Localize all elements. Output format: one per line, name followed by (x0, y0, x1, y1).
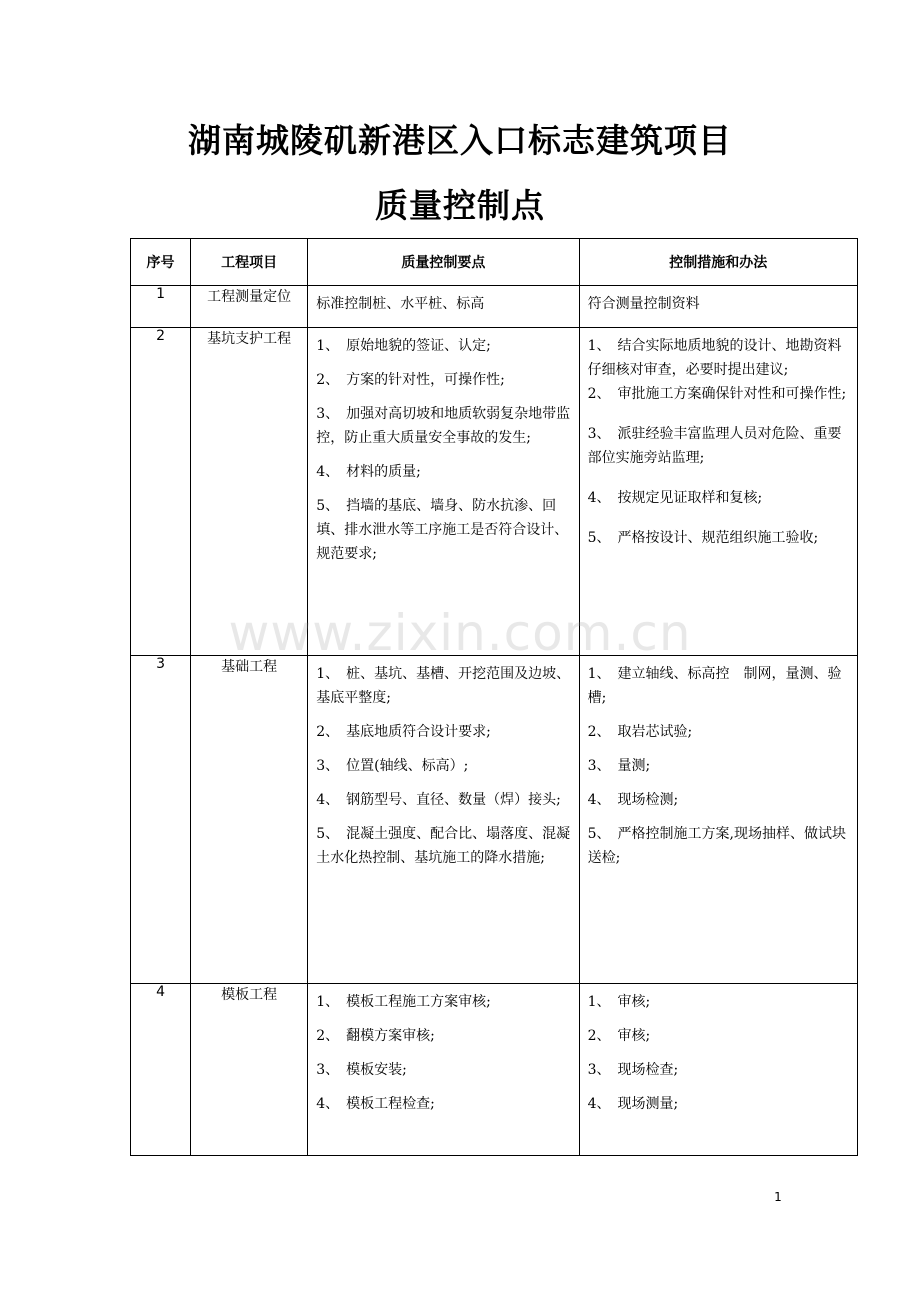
table-row (131, 328, 858, 656)
measure-item: 5、 严格控制施工方案,现场抽样、做试块送检; (587, 826, 846, 866)
measure-item: 符合测量控制资料 (587, 296, 700, 312)
row-measures (579, 984, 857, 1156)
row-project: 工程测量定位 (191, 286, 308, 328)
point-item: 2、 翻模方案审核; (316, 1028, 435, 1044)
quality-control-table (130, 238, 858, 1156)
measure-item: 1、 建立轴线、标高控 制网，量测、验槽; (587, 666, 842, 706)
table-header-row (131, 239, 858, 286)
row-no: 3 (131, 656, 191, 984)
row-points (308, 984, 579, 1156)
measure-item: 4、 现场检测; (587, 792, 679, 808)
document-title: 湖南城陵矶新港区入口标志建筑项目 (188, 121, 732, 160)
document-subtitle: 质量控制点 (375, 186, 545, 225)
row-measures (579, 328, 857, 656)
header-no: 序号 (131, 239, 191, 286)
point-item: 3、 模板安装; (316, 1062, 407, 1078)
row-no: 4 (131, 984, 191, 1156)
measure-item: 2、 审核; (587, 1028, 651, 1044)
row-project: 基坑支护工程 (191, 328, 308, 656)
point-item: 1、 原始地貌的签证、认定; (316, 338, 491, 354)
table-row (131, 984, 858, 1156)
row-project: 模板工程 (191, 984, 308, 1156)
point-item: 3、 位置(轴线、标高）; (316, 758, 469, 774)
header-project: 工程项目 (191, 239, 308, 286)
point-item: 2、 基底地质符合设计要求; (316, 724, 491, 740)
measure-item: 1、 审核; (587, 994, 651, 1010)
row-points (308, 328, 579, 656)
point-item: 5、 挡墙的基底、墙身、防水抗渗、回填、排水泄水等工序施工是否符合设计、规范要求; (316, 498, 569, 562)
measure-item: 4、 现场测量; (587, 1096, 679, 1112)
measure-item: 1、 结合实际地质地貌的设计、地勘资料仔细核对审查，必要时提出建议; (587, 338, 842, 378)
row-measures (579, 656, 857, 984)
table-row (131, 286, 858, 328)
page-number: 1 (774, 1190, 782, 1204)
measure-item: 4、 按规定见证取样和复核; (587, 490, 763, 506)
point-item: 5、 混凝土强度、配合比、塌落度、混凝 土水化热控制、基坑施工的降水措施; (316, 826, 585, 866)
point-item: 4、 材料的质量; (316, 464, 421, 480)
header-points: 质量控制要点 (308, 239, 579, 286)
measure-item: 3、 派驻经验丰富监理人员对危险、重要部位实施旁站监理; (587, 426, 842, 466)
measure-item: 5、 严格按设计、规范组织施工验收; (587, 530, 819, 546)
measure-item: 2、 审批施工方案确保针对性和可操作性; (587, 386, 847, 402)
point-item: 1、 桩、基坑、基槽、开挖范围及边坡、 基底平整度; (316, 666, 578, 706)
header-measures: 控制措施和办法 (579, 239, 857, 286)
point-item: 2、 方案的针对性，可操作性; (316, 372, 505, 388)
point-item: 1、 模板工程施工方案审核; (316, 994, 491, 1010)
watermark: www.zixin.com.cn (228, 604, 692, 662)
measure-item: 3、 量测; (587, 758, 651, 774)
measure-item: 3、 现场检查; (587, 1062, 679, 1078)
point-item: 4、 钢筋型号、直径、数量（焊）接头; (316, 792, 561, 808)
row-measures (579, 286, 857, 328)
point-item: 3、 加强对高切坡和地质软弱复杂地带监控，防止重大质量安全事故的发生; (316, 406, 571, 446)
table-row (131, 656, 858, 984)
row-no: 1 (131, 286, 191, 328)
row-points (308, 286, 579, 328)
row-project: 基础工程 (191, 656, 308, 984)
row-points (308, 656, 585, 984)
point-item: 标准控制桩、水平桩、标高 (316, 296, 485, 312)
row-no: 2 (131, 328, 191, 656)
measure-item: 2、 取岩芯试验; (587, 724, 693, 740)
point-item: 4、 模板工程检查; (316, 1096, 435, 1112)
